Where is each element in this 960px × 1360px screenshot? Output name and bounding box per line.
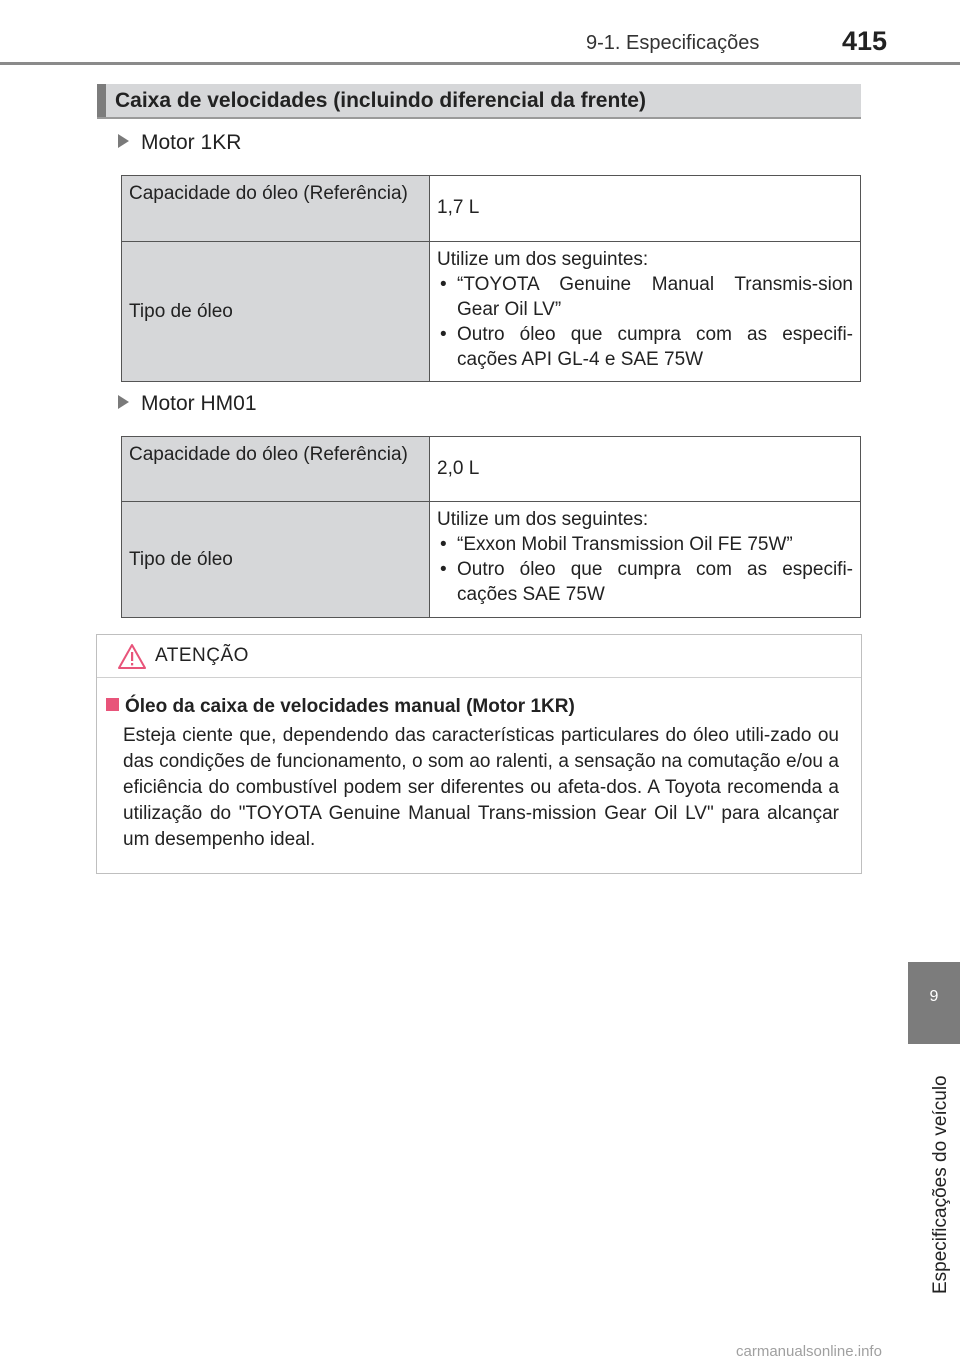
list-item: • Outro óleo que cumpra com as especifi-cações SAE 75W xyxy=(437,557,853,607)
table-row xyxy=(122,502,861,618)
engine-heading-1kr xyxy=(118,131,241,155)
page-number: 415 xyxy=(842,26,888,56)
warning-box xyxy=(96,634,862,874)
list-item: • “TOYOTA Genuine Manual Transmis-sion Gear Oil LV” xyxy=(437,272,853,322)
oil-type-value-cell xyxy=(430,502,861,618)
table-row xyxy=(122,242,861,382)
chapter-side-label: Especificações do veículo xyxy=(930,1075,951,1294)
chapter-tab xyxy=(908,962,960,1044)
oil-intro: Utilize um dos seguintes: xyxy=(437,249,649,270)
triangle-bullet-icon xyxy=(118,134,129,148)
oil-options-list xyxy=(437,532,853,607)
section-heading-title: Caixa de velocidades (incluindo diferencial da frente) xyxy=(115,89,646,112)
capacity-label-cell: Capacidade do óleo (Referência) xyxy=(122,437,430,502)
warning-subtitle xyxy=(106,694,839,720)
list-item: • Outro óleo que cumpra com as especifi-cações API GL-4 e SAE 75W xyxy=(437,322,853,372)
oil-options-list xyxy=(437,272,853,372)
triangle-bullet-icon xyxy=(118,395,129,409)
warning-body xyxy=(97,678,861,853)
warning-triangle-icon xyxy=(117,643,147,675)
header-section-title: 9-1. Especificações xyxy=(586,32,760,54)
watermark: carmanualsonline.info xyxy=(736,1343,882,1360)
engine-heading-hm01 xyxy=(118,392,257,416)
warning-subtitle-text: Óleo da caixa de velocidades manual (Motor 1KR) xyxy=(125,696,575,717)
engine-name: Motor HM01 xyxy=(141,392,257,415)
engine-name: Motor 1KR xyxy=(141,131,242,154)
table-row xyxy=(122,437,861,502)
section-heading-bar xyxy=(97,84,861,119)
capacity-label-cell: Capacidade do óleo (Referência) xyxy=(122,176,430,242)
oil-intro: Utilize um dos seguintes: xyxy=(437,509,649,530)
warning-label: ATENÇÃO xyxy=(155,645,249,666)
capacity-value-cell xyxy=(430,437,861,502)
list-item: • “Exxon Mobil Transmission Oil FE 75W” xyxy=(437,532,853,557)
oil-type-label-cell: Tipo de óleo xyxy=(122,502,430,618)
header-rule xyxy=(0,62,960,65)
capacity-value: 1,7 L xyxy=(437,197,480,218)
warning-text: Esteja ciente que, dependendo das características particulares do óleo utili-zado ou das condições de funcionamento, o som ao ralenti, a sensação na comutação e/ou a eficiência do combustível podem ser diferentes ou afeta-dos. A Toyota recomenda a utilização do "TOYOTA Genuine Manual Trans-mission Gear Oil LV" para alcançar um desempenho ideal. xyxy=(123,725,839,850)
table-row xyxy=(122,176,861,242)
square-bullet-icon xyxy=(106,698,119,711)
spec-table-1kr xyxy=(121,175,861,382)
capacity-value: 2,0 L xyxy=(437,458,480,479)
warning-header xyxy=(97,635,861,678)
capacity-value-cell xyxy=(430,176,861,242)
oil-type-label-cell: Tipo de óleo xyxy=(122,242,430,382)
chapter-number: 9 xyxy=(929,988,939,1005)
oil-type-value-cell xyxy=(430,242,861,382)
spec-table-hm01 xyxy=(121,436,861,618)
section-heading-accent xyxy=(97,84,106,117)
